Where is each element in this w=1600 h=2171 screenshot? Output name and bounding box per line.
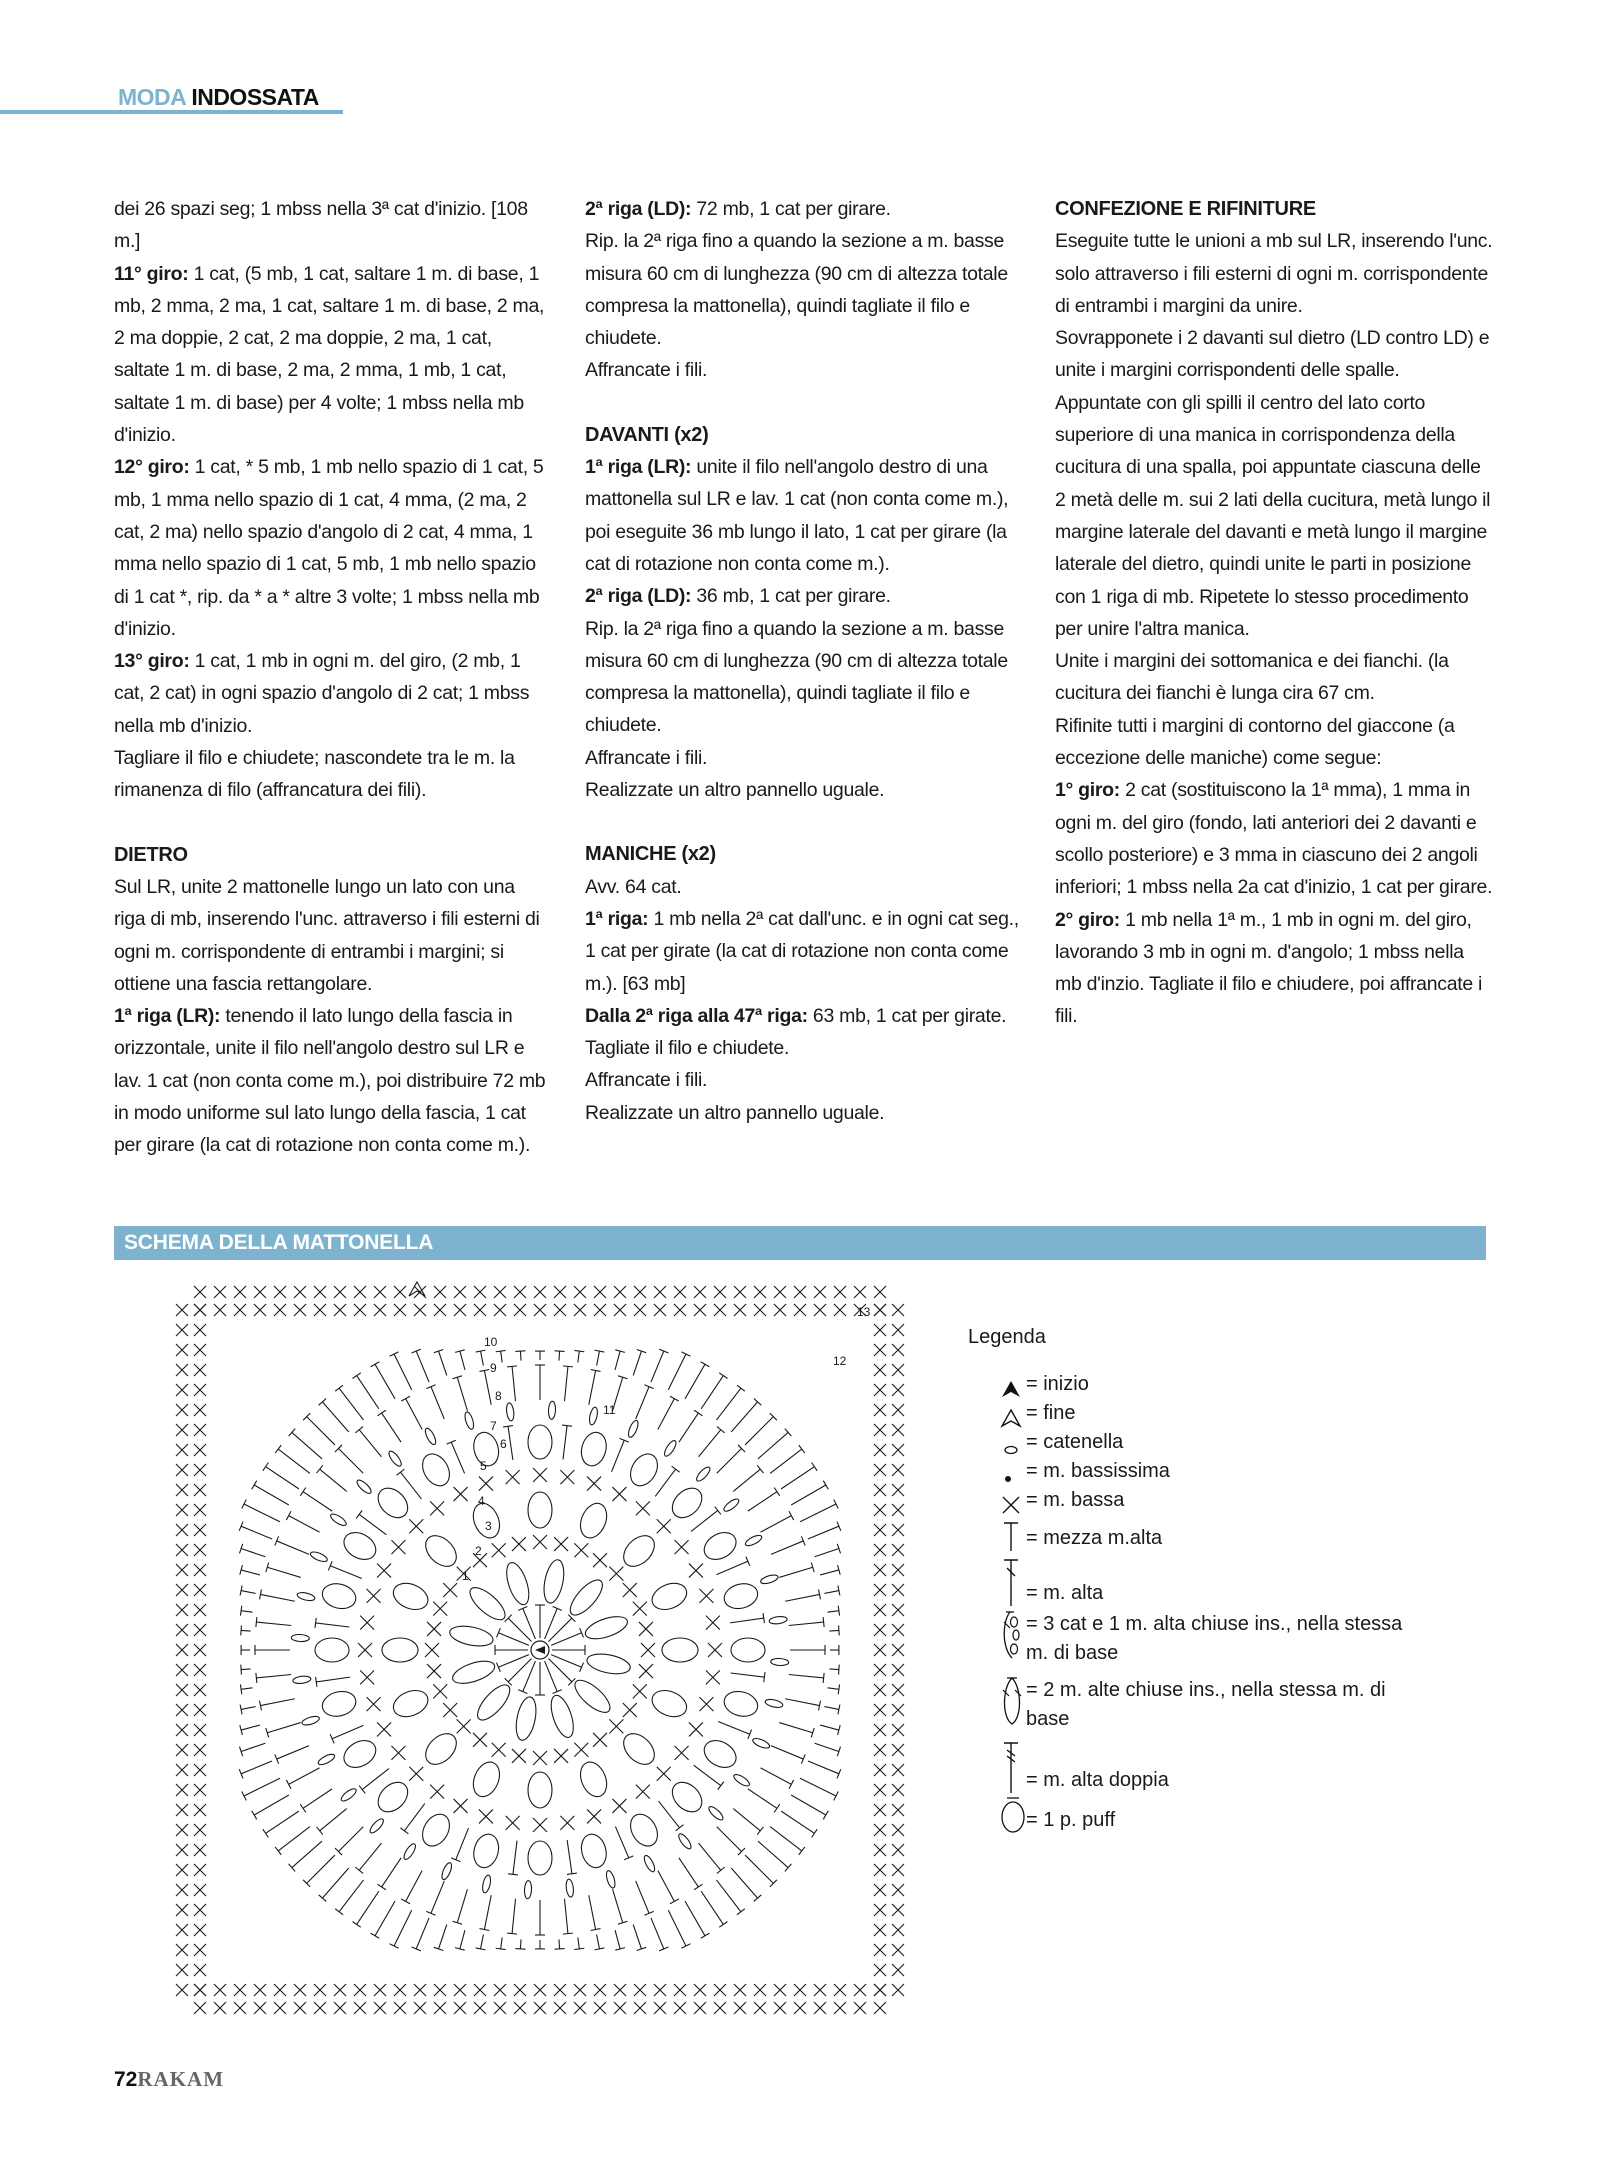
paragraph-davanti-another: Realizzate un altro pannello uguale. [585, 779, 885, 802]
paragraph-maniche-fasten: Affrancate i fili. [585, 1069, 708, 1092]
round-label: 2° giro: [1055, 908, 1120, 931]
magazine-name: RAKAM [137, 2067, 225, 2091]
svg-text:11: 11 [603, 1403, 616, 1417]
svg-text:4: 4 [478, 1494, 485, 1508]
legend-item-start: = inizio [1000, 1370, 1428, 1399]
legend-item-treble: = m. alta doppia [1000, 1740, 1428, 1795]
text-column-1 [114, 193, 551, 1162]
page-header [0, 84, 343, 114]
legend-title: Legenda [968, 1326, 1046, 1348]
row-label: 1ª riga (LR): [585, 456, 692, 479]
paragraph-confezione-4: Unite i margini dei sottomanica e dei fianchi. (la cucitura dei fianchi è lunga cira 67 cm. [1055, 650, 1449, 705]
paragraph-finish: Tagliare il filo e chiudete; nascondete tra le m. la rimanenza di filo (affrancatura dei fili). [114, 747, 515, 802]
round-label: 1° giro: [1055, 779, 1120, 802]
half-double-crochet-icon [1000, 1521, 1024, 1553]
crochet-chart [170, 1280, 910, 2020]
svg-text:10: 10 [484, 1335, 498, 1349]
row-label: Dalla 2ª riga alla 47ª riga: [585, 1004, 808, 1027]
row-label: 2ª riga (LD): [585, 585, 692, 608]
paragraph-dietro-row1: 1ª riga (LR): tenendo il lato lungo della fascia in orizzontale, unite il filo nell'angolo destro sul LR e lav. 1 cat (non conta come m.), poi distribuire 72 mb in modo uniforme sul lato lungo della fascia, 1 cat per girare (la cat di rotazione non conta come m.). [114, 1005, 546, 1157]
legend-item-slip-stitch: = m. bassissima [1000, 1457, 1428, 1486]
paragraph-davanti-fasten: Affrancate i fili. [585, 746, 708, 769]
legend-item-single-crochet: = m. bassa [1000, 1486, 1428, 1515]
legend [968, 1323, 1428, 1835]
svg-text:6: 6 [500, 1437, 507, 1451]
heading-confezione: CONFEZIONE E RIFINITURE [1055, 198, 1316, 220]
svg-text:8: 8 [495, 1389, 502, 1403]
paragraph-davanti-row2: 2ª riga (LD): 36 mb, 1 cat per girare. [585, 585, 891, 608]
svg-text:2: 2 [475, 1544, 482, 1558]
double-crochet-icon [1000, 1558, 1024, 1608]
paragraph-round13: 13° giro: 1 cat, 1 mb in ogni m. del giro, (2 mb, 1 cat, 2 cat) in ogni spazio d'angolo di 2 cat; 1 mbss nella mb d'inizio. [114, 650, 530, 737]
paragraph-round11: 11° giro: 1 cat, (5 mb, 1 cat, saltare 1 m. di base, 1 mb, 2 mma, 2 ma, 1 cat, saltare 1 m. di base, 2 ma, 2 ma doppie, 2 cat, 2 ma doppie, 2 ma, 1 cat, saltate 1 m. di base, 2 ma, 2 mma, 1 mb, 1 cat, saltate 1 m. di base) per 4 volte; 1 mbss nella mb d'inizio. [114, 262, 545, 447]
svg-text:3: 3 [485, 1519, 492, 1533]
outline-triangle-icon [1000, 1408, 1024, 1428]
row-label: 2ª riga (LD): [585, 198, 692, 220]
treble-crochet-icon [1000, 1741, 1024, 1795]
page-number: 72 [114, 2068, 138, 2091]
schema-section-band [114, 1226, 1486, 1260]
paragraph-dietro-row2: 2ª riga (LD): 72 mb, 1 cat per girare. [585, 198, 891, 220]
legend-item-double: = m. alta [1000, 1553, 1428, 1608]
svg-text:12: 12 [833, 1354, 847, 1368]
svg-text:5: 5 [480, 1459, 487, 1473]
paragraph-confezione-1: Eseguite tutte le unioni a mb sul LR, inserendo l'unc. solo attraverso i fili esterni di ogni m. corrispondente di entrambi i margini da unire. [1055, 230, 1493, 317]
round-label: 13° giro: [114, 650, 190, 673]
row-label: 1ª riga: [585, 907, 649, 930]
legend-item-chain: = catenella [1000, 1428, 1428, 1457]
two-dc-cluster-icon [1000, 1674, 1024, 1728]
legend-list [968, 1370, 1428, 1835]
paragraph-maniche-row1: 1ª riga: 1 mb nella 2ª cat dall'unc. e in ogni cat seg., 1 cat per girate (la cat di rotazione non conta come m.). [63 mb] [585, 907, 1019, 995]
section-title-accent: MODA [118, 84, 186, 110]
paragraph-confezione-5: Rifinite tutti i margini di contorno del giaccone (a eccezione delle maniche) come segue: [1055, 714, 1455, 770]
cross-icon [1000, 1493, 1024, 1515]
header-rule [0, 110, 343, 114]
chain-oval-icon [1000, 1437, 1024, 1457]
schema-title: SCHEMA DELLA MATTONELLA [124, 1231, 434, 1254]
row-label: 1ª riga (LR): [114, 1005, 221, 1028]
paragraph-davanti-row1: 1ª riga (LR): unite il filo nell'angolo destro di una mattonella sul LR e lav. 1 cat (non conta come m.), poi eseguite 36 mb lungo il lato, 1 cat per girare (la cat di rotazione non conta come m.). [585, 456, 1009, 575]
svg-text:13: 13 [857, 1305, 871, 1319]
page-footer [114, 2067, 224, 2092]
svg-text:9: 9 [490, 1361, 497, 1375]
paragraph-maniche-another: Realizzate un altro pannello uguale. [585, 1101, 885, 1124]
paragraph-dietro-repeat: Rip. la 2ª riga fino a quando la sezione a m. basse misura 60 cm di lunghezza (90 cm di altezza totale compresa la mattonella), quindi tagliate il filo e chiudete. [585, 230, 1008, 350]
round-label: 12° giro: [114, 456, 190, 479]
section-title-main: INDOSSATA [191, 84, 319, 110]
paragraph-confezione-2: Sovrapponete i 2 davanti sul dietro (LD contro LD) e unite i margini corrispondenti delle spalle. [1055, 327, 1490, 382]
paragraph-dietro-fasten: Affrancate i fili. [585, 359, 708, 382]
puff-stitch-icon [1000, 1795, 1024, 1835]
svg-text:7: 7 [490, 1419, 497, 1433]
round-label: 11° giro: [114, 262, 189, 285]
filled-triangle-icon [1000, 1379, 1024, 1399]
legend-item-two-dc-cluster: = 2 m. alte chiuse ins., nella stessa m. di base [1000, 1674, 1428, 1734]
paragraph-round10-end: dei 26 spazi seg; 1 mbss nella 3ª cat d'inizio. [108 m.] [114, 198, 528, 253]
text-column-2 [585, 193, 1022, 1129]
heading-dietro: DIETRO [114, 843, 188, 866]
paragraph-davanti-repeat: Rip. la 2ª riga fino a quando la sezione a m. basse misura 60 cm di lunghezza (90 cm di altezza totale compresa la mattonella), quindi tagliate il filo e chiudete. [585, 617, 1008, 737]
paragraph-confezione-3: Appuntate con gli spilli il centro del lato corto superiore di una manica in corrispondenza della cucitura di una spalla, poi appuntate ciascuna delle 2 metà delle m. sui 2 lati della cucitura, metà lungo il margine laterale del davanti e metà lungo il margine laterale del dietro, quindi unite le parti in posizione con 1 riga di mb. Ripetete lo stesso procedimento per unire l'altra manica. [1055, 391, 1491, 640]
paragraph-border-round1: 1° giro: 2 cat (sostituiscono la 1ª mma), 1 mma in ogni m. del giro (fondo, lati anteriori dei 2 davanti e scollo posteriore) e 3 mma in ciascuno dei 2 angoli inferiori; 1 mbss nella 2a cat d'inizio, 1 cat per girare. [1055, 779, 1493, 899]
paragraph-maniche-cast-on: Avv. 64 cat. [585, 875, 682, 898]
text-column-3 [1055, 193, 1495, 1033]
chain-dc-cluster-icon [1000, 1608, 1024, 1662]
heading-maniche: MANICHE (x2) [585, 843, 716, 866]
heading-davanti: DAVANTI (x2) [585, 423, 709, 446]
svg-text:1: 1 [462, 1569, 469, 1583]
paragraph-round12: 12° giro: 1 cat, * 5 mb, 1 mb nello spazio di 1 cat, 5 mb, 1 mma nello spazio di 1 cat, 4 mma, (2 ma, 2 cat, 2 ma) nello spazio d'angolo di 2 cat, 4 mma, 1 mma nello spazio di 1 cat, 5 mb, 1 mb nello spazio di 1 cat *, rip. da * a * altre 3 volte; 1 mbss nella mb d'inizio. [114, 456, 544, 640]
paragraph-border-round2: 2° giro: 1 mb nella 1ª m., 1 mb in ogni m. del giro, lavorando 3 mb in ogni m. d'angolo; 1 mbss nella mb d'inzio. Tagliate il filo e chiudere, poi affrancate i fili. [1055, 908, 1483, 1028]
crochet-chart-graphic [170, 1280, 910, 2020]
dot-icon [1000, 1466, 1024, 1486]
paragraph-maniche-cut: Tagliate il filo e chiudete. [585, 1037, 790, 1060]
paragraph-dietro-join: Sul LR, unite 2 mattonelle lungo un lato con una riga di mb, inserendo l'unc. attraverso i fili esterni di ogni m. corrispondente di entrambi i margini; si ottiene una fascia rettangolare. [114, 875, 540, 995]
legend-item-puff: = 1 p. puff [1000, 1795, 1428, 1835]
legend-item-half-double: = mezza m.alta [1000, 1515, 1428, 1553]
paragraph-maniche-rows2-47: Dalla 2ª riga alla 47ª riga: 63 mb, 1 cat per girate. [585, 1004, 1007, 1027]
legend-item-chain-dc-cluster: = 3 cat e 1 m. alta chiuse ins., nella stessa m. di base [1000, 1608, 1428, 1668]
legend-item-end: = fine [1000, 1399, 1428, 1428]
section-title [118, 84, 319, 111]
